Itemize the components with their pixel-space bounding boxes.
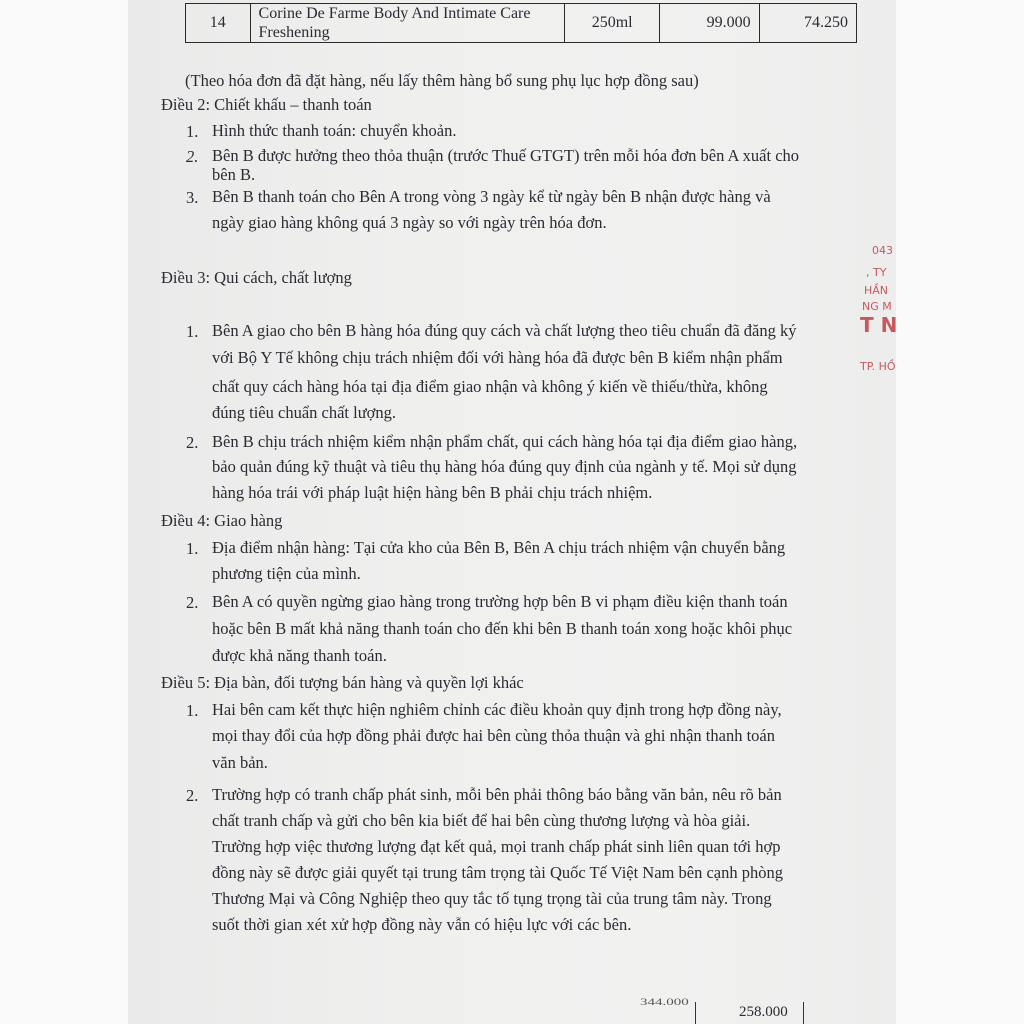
stamp-text-4: NG M — [862, 300, 892, 313]
article4-item1-line2: phương tiện của mình. — [212, 564, 361, 583]
article5-item2-line2: chất tranh chấp và gửi cho bên kia biết để hai bên cùng thương lượng và hòa giải. — [212, 811, 751, 830]
article5-item1-line3: văn bản. — [212, 753, 268, 772]
article4-item2-line3: được khả năng thanh toán. — [212, 646, 387, 665]
article5-item2-line6: suốt thời gian xét xử hợp đồng này vẫn có hiệu lực với các bên. — [212, 915, 632, 934]
product-volume: 250ml — [565, 4, 660, 43]
company-stamp — [860, 236, 900, 386]
bottom-table-divider — [695, 1002, 696, 1024]
article2-item3-line2: ngày giao hàng không quá 3 ngày so với ngày trên hóa đơn. — [212, 213, 607, 232]
article2-item2-line2: bên B. — [212, 165, 256, 184]
bottom-table-divider — [803, 1002, 804, 1024]
stamp-text-2: , TY — [866, 266, 887, 279]
article2-item1-number: 1. — [186, 122, 199, 141]
article5-item2-line4: đồng này sẽ được giải quyết tại trung tâm trọng tài Quốc Tế Việt Nam bên cạnh phòng — [212, 863, 783, 882]
stamp-text-5: T N — [860, 313, 898, 337]
article2-item1-text: Hình thức thanh toán: chuyển khoản. — [212, 121, 457, 140]
right-background — [896, 0, 1024, 1024]
product-table — [185, 3, 857, 43]
article5-item1-line2: mọi thay đổi của hợp đồng phải được hai bên cùng thỏa thuận và ghi nhận thanh toán — [212, 726, 775, 745]
row-number: 14 — [186, 4, 251, 43]
product-name-line1: Corine De Farme Body And Intimate Care — [258, 5, 531, 22]
stamp-text-1: 043 — [872, 244, 893, 257]
product-name — [250, 4, 564, 43]
stamp-text-3: HẦN — [864, 284, 889, 297]
article3-item1-line4: đúng tiêu chuẩn chất lượng. — [212, 403, 396, 422]
table-row — [186, 4, 857, 43]
discounted-price: 74.250 — [759, 4, 856, 43]
article4-item1-line1: Địa điểm nhận hàng: Tại cửa kho của Bên B, Bên A chịu trách nhiệm vận chuyển bằng — [212, 538, 786, 557]
article2-heading: Điều 2: Chiết khấu – thanh toán — [161, 95, 372, 114]
article2-item2-line1: Bên B được hưởng theo thỏa thuận (trước Thuế GTGT) trên mỗi hóa đơn bên A xuất cho — [212, 146, 800, 165]
article3-item1-line3: chất quy cách hàng hóa tại địa điểm giao nhận và không ý kiến về thiếu/thừa, không — [212, 377, 768, 396]
article3-heading: Điều 3: Qui cách, chất lượng — [161, 268, 352, 287]
article3-item1-line2: với Bộ Y Tế không chịu trách nhiệm đối với hàng hóa đã được bên B kiểm nhận phẩm — [212, 348, 783, 367]
bottom-value-left: 344.000 — [640, 998, 689, 1008]
unit-price: 99.000 — [660, 4, 759, 43]
article5-item1-line1: Hai bên cam kết thực hiện nghiêm chỉnh các điều khoản quy định trong hợp đồng này, — [212, 700, 782, 719]
stamp-text-6: TP. HỒ — [860, 360, 896, 373]
article4-item2-line2: hoặc bên B mất khả năng thanh toán cho đến khi bên B thanh toán xong hoặc khôi phục — [212, 619, 793, 638]
article3-item2-line1: Bên B chịu trách nhiệm kiểm nhận phẩm chất, qui cách hàng hóa tại địa điểm giao hàng, — [212, 432, 798, 451]
article5-item2-line1: Trường hợp có tranh chấp phát sinh, mỗi bên phải thông báo bằng văn bản, nêu rõ bản — [212, 785, 782, 804]
article3-item1-line1: Bên A giao cho bên B hàng hóa đúng quy cách và chất lượng theo tiêu chuẩn đã đăng ký — [212, 321, 797, 340]
article4-heading: Điều 4: Giao hàng — [161, 511, 283, 530]
bottom-value-right: 258.000 — [739, 1004, 788, 1020]
order-note: (Theo hóa đơn đã đặt hàng, nếu lấy thêm hàng bổ sung phụ lục hợp đồng sau) — [185, 71, 699, 90]
article2-item3-line1: Bên B thanh toán cho Bên A trong vòng 3 ngày kể từ ngày bên B nhận được hàng và — [212, 187, 771, 206]
article5-item2-line3: Trường hợp việc thương lượng đạt kết quả, mọi tranh chấp phát sinh liên quan tới hợp — [212, 837, 781, 856]
product-name-line2: Freshening — [258, 24, 330, 41]
article3-item2-line3: hàng hóa trái với pháp luật hiện hàng bên B phải chịu trách nhiệm. — [212, 483, 653, 502]
article3-item2-number: 2. — [186, 433, 199, 452]
article4-item1-number: 1. — [186, 539, 199, 558]
article3-item2-line2: bảo quản đúng kỹ thuật và tiêu thụ hàng hóa đúng quy định của ngành y tế. Mọi sử dụng — [212, 457, 797, 476]
left-background — [0, 0, 128, 1024]
article5-item1-number: 1. — [186, 701, 199, 720]
article5-heading: Điều 5: Địa bàn, đối tượng bán hàng và quyền lợi khác — [161, 673, 524, 692]
article4-item2-number: 2. — [186, 593, 199, 612]
article2-item3-number: 3. — [186, 188, 199, 207]
article5-item2-line5: Thương Mại và Công Nghiệp theo quy tắc tố tụng trọng tài của trung tâm này. Trong — [212, 889, 772, 908]
article4-item2-line1: Bên A có quyền ngừng giao hàng trong trường hợp bên B vi phạm điều kiện thanh toán — [212, 592, 788, 611]
article3-item1-number: 1. — [186, 322, 199, 341]
article5-item2-number: 2. — [186, 786, 199, 805]
article2-item2-number: 2. — [186, 147, 199, 166]
